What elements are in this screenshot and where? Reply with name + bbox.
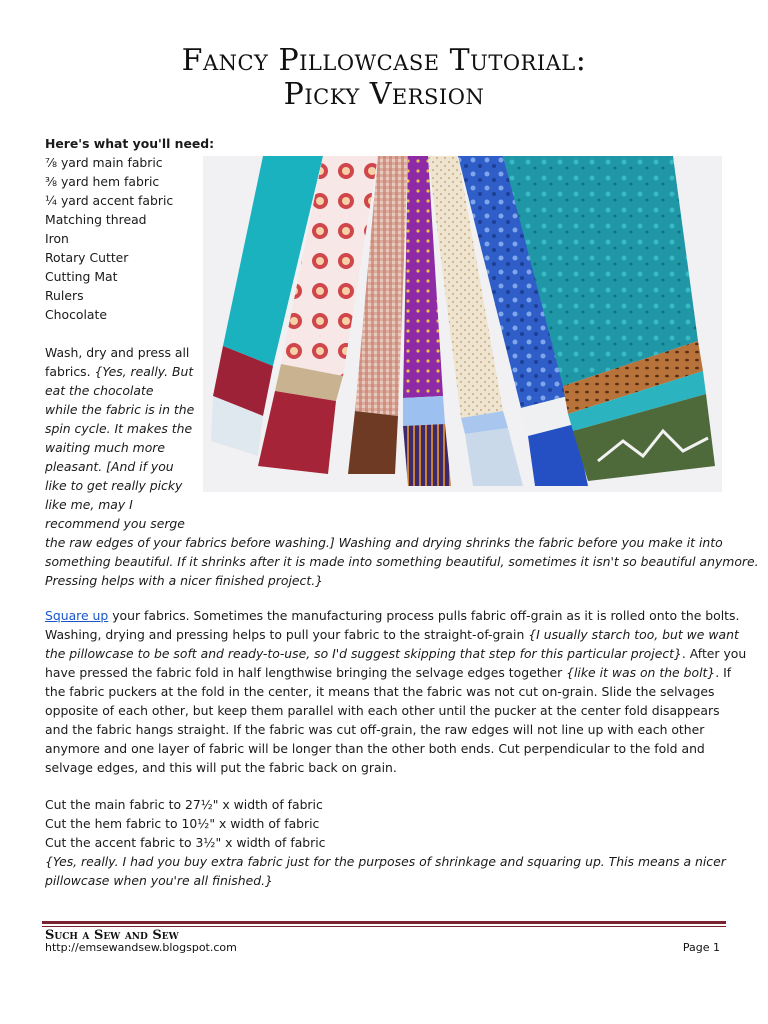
supply-item: Chocolate: [45, 307, 107, 322]
supply-item: ⅞ yard main fabric: [45, 155, 163, 170]
text-line: anymore and one layer of fabric will be longer than the other both ends. Cut perpendicular to the fold and: [45, 741, 705, 756]
text-line: Cut the accent fabric to 3½" x width of fabric: [45, 835, 326, 850]
text-span: . After you: [681, 646, 747, 661]
text-span: fabrics.: [45, 364, 95, 379]
footer-brand: Such a Sew and Sew: [45, 928, 179, 943]
square-up-link[interactable]: Square up: [45, 608, 109, 623]
supply-item: ¼ yard accent fabric: [45, 193, 174, 208]
text-span: your fabrics. Sometimes the manufacturing process pulls fabric off-grain as it is rolled onto the bolts.: [108, 608, 740, 623]
text-line: and the fabric hangs straight. If the fabric was cut off-grain, the raw edges will not line up with each other: [45, 722, 705, 737]
text-line: [45, 625, 739, 644]
text-line: eat the chocolate: [45, 383, 154, 398]
text-span: . If: [715, 665, 732, 680]
text-line: recommend you serge: [45, 516, 185, 531]
text-line: something beautiful. If it shrinks after it is made into something beautiful, sometimes it isn't so beautiful anymore.: [45, 554, 759, 569]
text-line: Cut the hem fabric to 10½" x width of fabric: [45, 816, 320, 831]
text-span: {Yes, really. But: [94, 364, 194, 379]
title-line-2: Picky Version: [283, 77, 485, 112]
text-line: [45, 663, 732, 682]
text-line: waiting much more: [45, 440, 166, 455]
supply-item: Iron: [45, 231, 69, 246]
title-line-1: Fancy Pillowcase Tutorial:: [181, 43, 587, 78]
text-line: Wash, dry and press all: [45, 345, 190, 360]
text-line: the raw edges of your fabrics before washing.] Washing and drying shrinks the fabric before you make it into: [45, 535, 723, 550]
text-line: spin cycle. It makes the: [45, 421, 193, 436]
text-line: Cut the main fabric to 27½" x width of fabric: [45, 797, 323, 812]
text-line: selvage edges, and this will put the fabric back on grain.: [45, 760, 397, 775]
text-line: opposite of each other, but keep them parallel with each other until the pucker at the center fold disappears: [45, 703, 720, 718]
text-span: Washing, drying and pressing helps to pull your fabric to the straight-of-grain: [45, 627, 529, 642]
text-line: while the fabric is in the: [45, 402, 195, 417]
supply-item: Rotary Cutter: [45, 250, 129, 265]
text-span: {I usually starch too, but we want: [528, 627, 739, 642]
text-line: like to get really picky: [45, 478, 183, 493]
footer-url: http://emsewandsew.blogspot.com: [45, 941, 237, 954]
supply-item: Matching thread: [45, 212, 147, 227]
footer-divider: [42, 921, 726, 924]
cuts-paragraph: [45, 795, 725, 890]
text-span: the pillowcase to be soft and ready-to-use, so I'd suggest skipping that step for this particular project}: [45, 646, 682, 661]
page-number: Page 1: [682, 941, 720, 954]
supply-item: ⅜ yard hem fabric: [45, 174, 160, 189]
text-line: [45, 644, 747, 663]
supply-item: Cutting Mat: [45, 269, 118, 284]
text-line: {Yes, really. I had you buy extra fabric just for the purposes of shrinkage and squaring up. This means a nicer: [45, 854, 726, 869]
text-line: Pressing helps with a nicer finished project.}: [45, 573, 324, 588]
text-line: like me, may I: [45, 497, 133, 512]
text-span: {like it was on the bolt}: [566, 665, 716, 680]
text-line: pillowcase when you're all finished.}: [45, 873, 273, 888]
text-line: [45, 606, 740, 625]
text-line: pleasant. [And if you: [45, 459, 174, 474]
text-line: [45, 362, 725, 381]
text-span: have pressed the fabric fold in half lengthwise bringing the selvage edges together: [45, 665, 567, 680]
supplies-heading: Here's what you'll need:: [45, 136, 215, 151]
wash-paragraph: [45, 343, 759, 590]
square-up-paragraph: [45, 606, 747, 777]
text-line: the fabric puckers at the fold in the center, it means that the fabric was not cut on-grain. Slide the selvages: [45, 684, 715, 699]
footer-divider-thin: [42, 926, 726, 927]
page-title: [0, 44, 768, 112]
supply-item: Rulers: [45, 288, 84, 303]
